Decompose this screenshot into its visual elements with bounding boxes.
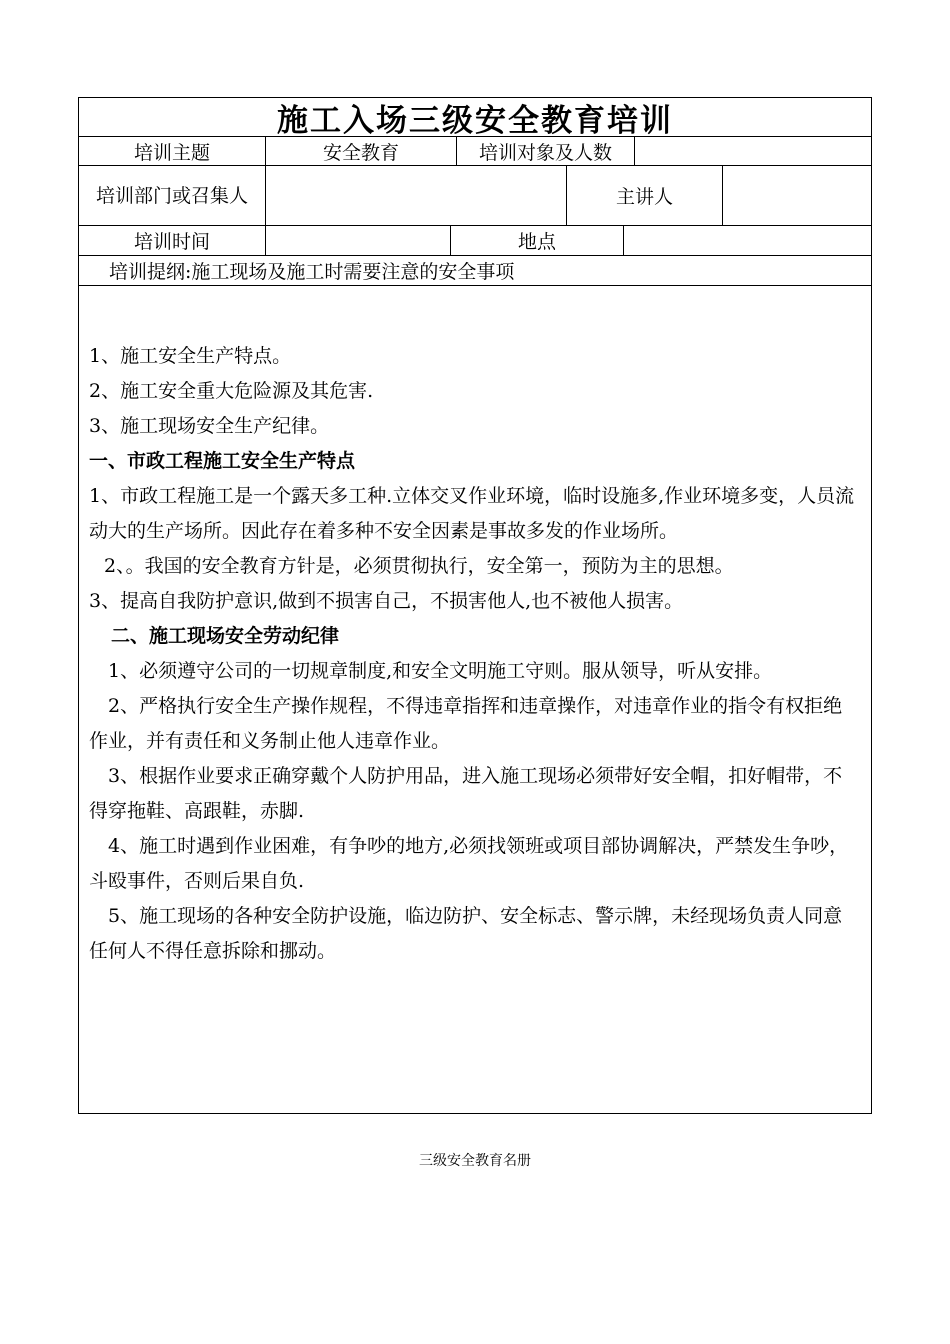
- section2-item: 2、严格执行安全生产操作规程，不得违章指挥和违章操作，对违章作业的指令有权拒绝作业，并有责任和义务制止他人违章作业。: [89, 695, 843, 752]
- section2-item: 5、施工现场的各种安全防护设施，临边防护、安全标志、警示牌，未经现场负责人同意任何人不得任意拆除和挪动。: [89, 905, 843, 962]
- audience-label: 培训对象及人数: [456, 137, 634, 165]
- page-title: 施工入场三级安全教育培训: [277, 102, 673, 139]
- footer-caption: 三级安全教育名册: [419, 1153, 531, 1169]
- form-title: [79, 98, 871, 139]
- time-label: 培训时间: [133, 231, 210, 253]
- audience-value: [634, 137, 873, 165]
- intro-item: 3、施工现场安全生产纪律。: [89, 415, 330, 437]
- intro-item: 2、施工安全重大危险源及其危害.: [89, 380, 374, 402]
- topic-label: 培训主题: [133, 141, 210, 164]
- place-value: [623, 226, 873, 255]
- dept-value: [265, 166, 566, 225]
- section1-item: 1、市政工程施工是一个露天多工种.立体交叉作业环境，临时设施多,作业环境多变，人员流动大的生产场所。因此存在着多种不安全因素是事故多发的作业场所。: [89, 485, 855, 542]
- title-row: [79, 98, 871, 137]
- training-content: [89, 339, 861, 969]
- dept-row: [79, 166, 871, 226]
- time-row: [79, 226, 871, 256]
- training-form: [78, 97, 872, 1114]
- section1-item: 3、提高自我防护意识,做到不损害自己，不损害他人,也不被他人损害。: [89, 590, 684, 612]
- topic-value: 安全教育: [265, 137, 456, 165]
- section1-heading: 一、市政工程施工安全生产特点: [89, 450, 356, 472]
- outline-row: [79, 256, 871, 286]
- section2-item: 4、施工时遇到作业困难，有争吵的地方,必须找领班或项目部协调解决，严禁发生争吵，斗殴事件，否则后果自负.: [89, 835, 849, 892]
- speaker-value: [722, 166, 873, 225]
- section2-item: 1、必须遵守公司的一切规章制度,和安全文明施工守则。服从领导，听从安排。: [108, 660, 773, 682]
- topic-row: [79, 137, 871, 166]
- speaker-label: 主讲人: [566, 166, 722, 225]
- intro-item: 1、施工安全生产特点。: [89, 345, 292, 367]
- outline-text: 培训提纲:施工现场及施工时需要注意的安全事项: [109, 261, 515, 283]
- dept-label: 培训部门或召集人: [95, 184, 248, 207]
- section2-heading: 二、施工现场安全劳动纪律: [111, 625, 340, 647]
- place-label: 地点: [450, 226, 623, 255]
- time-value: [265, 226, 450, 255]
- section2-item: 3、根据作业要求正确穿戴个人防护用品，进入施工现场必须带好安全帽，扣好帽带，不得穿拖鞋、高跟鞋，赤脚.: [89, 765, 843, 822]
- section1-item: 2、。我国的安全教育方针是，必须贯彻执行，安全第一，预防为主的思想。: [104, 555, 734, 577]
